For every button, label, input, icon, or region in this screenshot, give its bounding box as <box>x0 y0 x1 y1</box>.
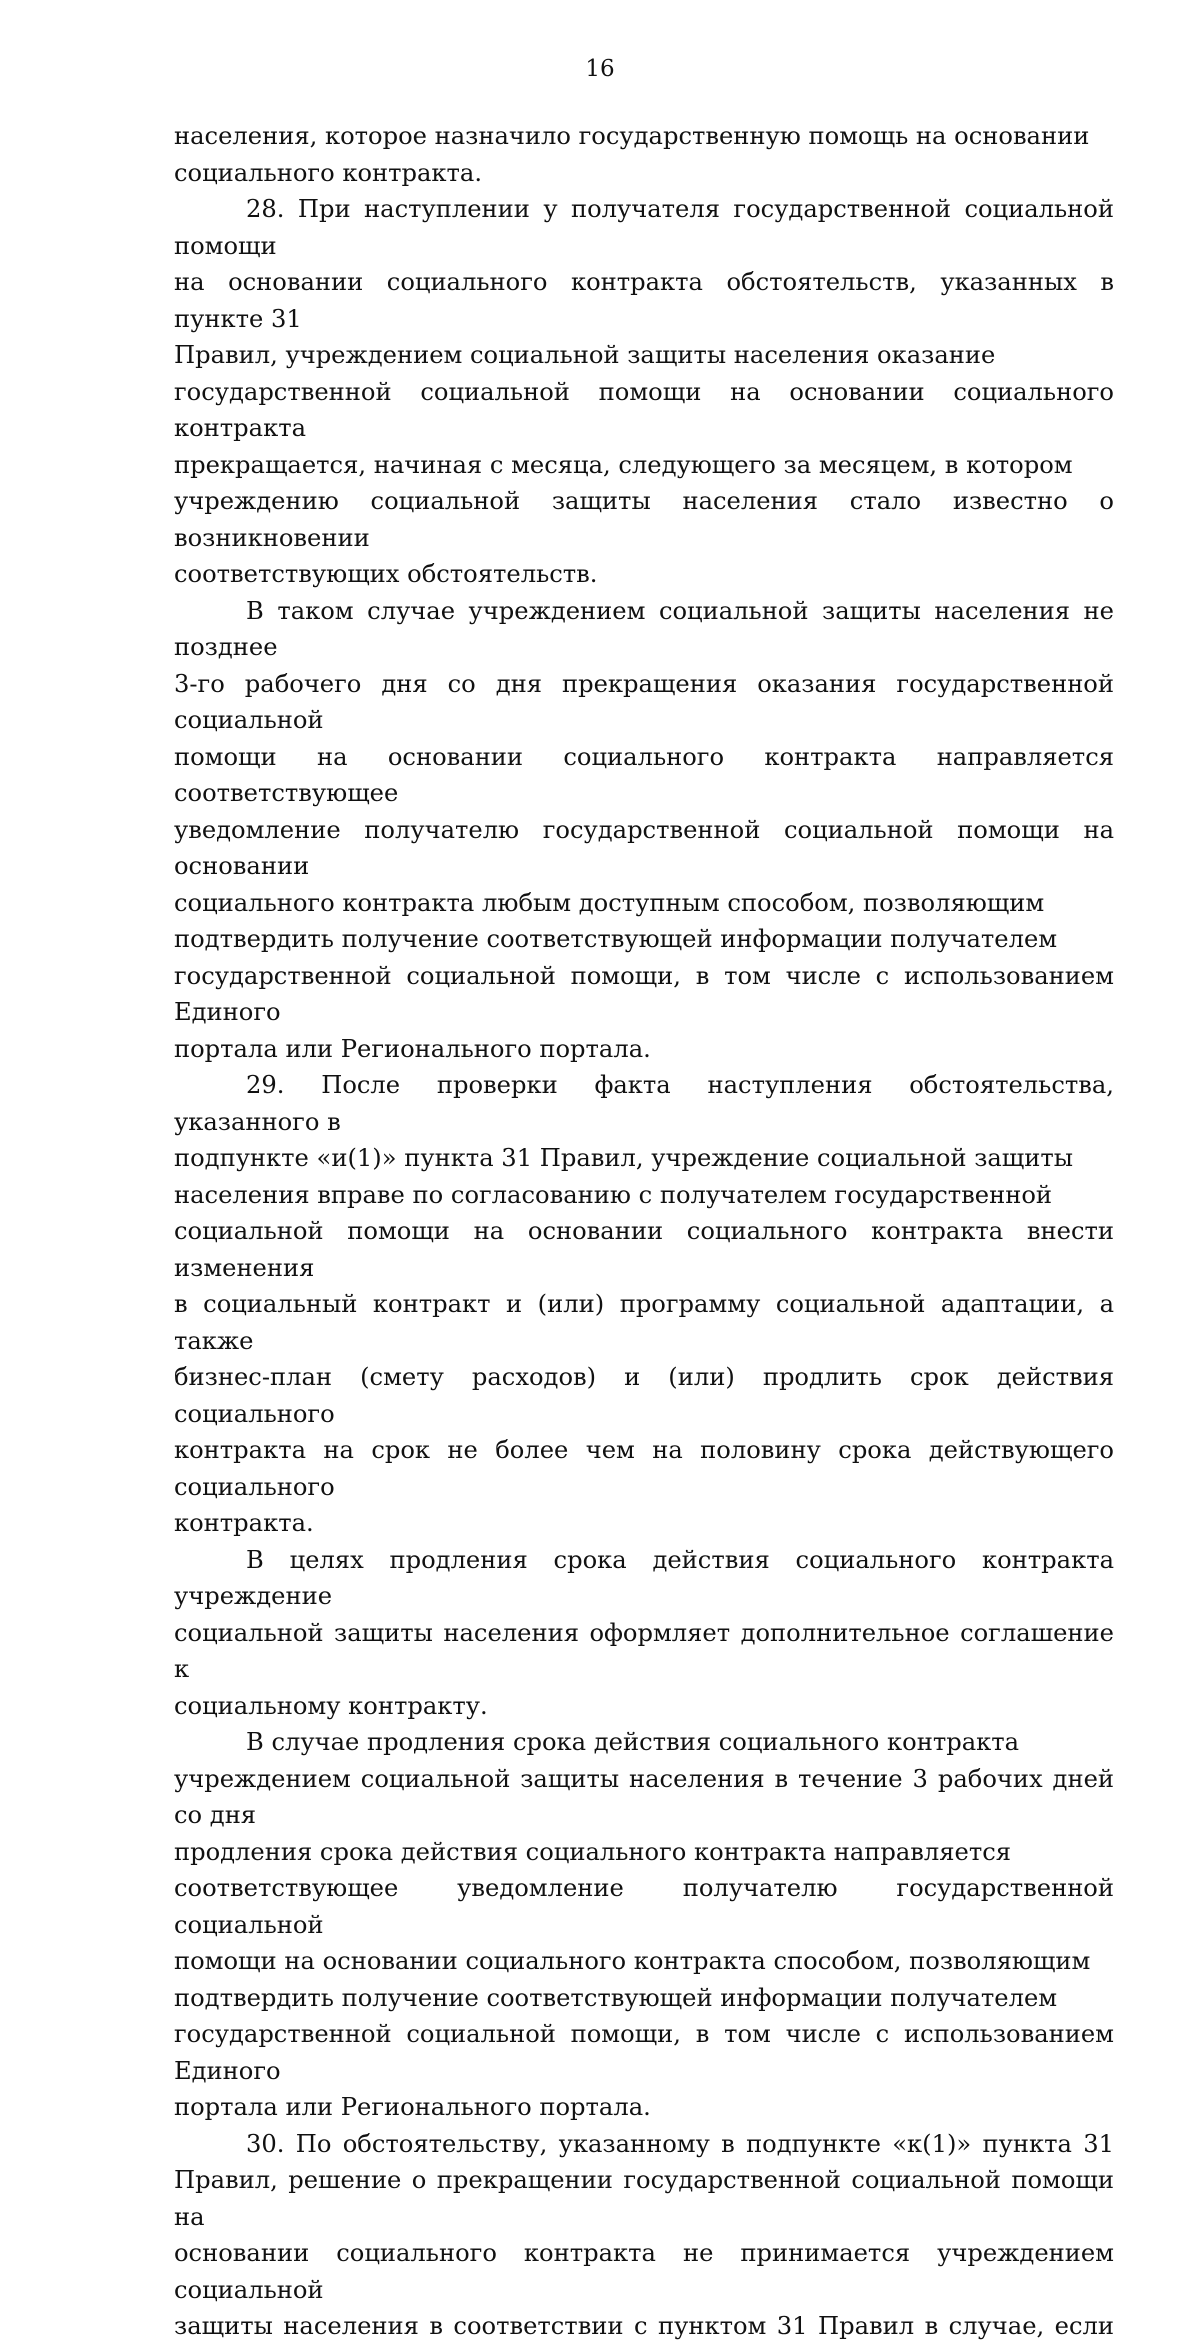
text-line: бизнес-план (смету расходов) и (или) продлить срок действия социального <box>174 1363 1114 1428</box>
paragraph-item-28 <box>174 191 1114 593</box>
paragraph-extension-notification <box>174 1724 1114 2126</box>
text-line: в социальный контракт и (или) программу социальной адаптации, а также <box>174 1290 1114 1355</box>
text-line: государственной социальной помощи на основании социального контракта <box>174 377 1114 442</box>
text-line: В целях продления срока действия социального контракта учреждение <box>174 1545 1114 1610</box>
text-line: населения вправе по согласованию с получателем государственной <box>174 1180 1053 1209</box>
text-line: подтвердить получение соответствующей информации получателем <box>174 925 1058 953</box>
text-line: продления срока действия социального контракта направляется <box>174 1837 1012 1866</box>
text-line: подпункте «и(1)» пункта 31 Правил, учреждение социальной защиты <box>174 1144 1074 1172</box>
text-line: защиты населения в соответствии с пунктом 31 Правил в случае, если <box>174 2312 1114 2340</box>
text-line: социальной помощи на основании социального контракта внести изменения <box>174 1217 1114 1282</box>
text-line: 30. По обстоятельству, указанному в подпункте «к(1)» пункта 31 <box>246 2129 1114 2158</box>
text-line: государственной социальной помощи, в том числе с использованием Единого <box>174 961 1114 1026</box>
text-line: подтвердить получение соответствующей информации получателем <box>174 1983 1058 2012</box>
text-line: В таком случае учреждением социальной защиты населения не позднее <box>174 596 1114 661</box>
text-line: соответствующее уведомление получателю государственной социальной <box>174 1874 1114 1939</box>
text-line: прекращается, начиная с месяца, следующего за месяцем, в котором <box>174 450 1073 479</box>
text-line: учреждению социальной защиты населения стало известно о возникновении <box>174 487 1114 552</box>
text-line: учреждением социальной защиты населения в течение 3 рабочих дней со дня <box>174 1764 1114 1829</box>
text-line: социального контракта любым доступным способом, позволяющим <box>174 888 1045 917</box>
paragraph-item-30 <box>174 2126 1114 2345</box>
text-line: 3-го рабочего дня со дня прекращения оказания государственной социальной <box>174 669 1114 734</box>
text-line: портала или Регионального портала. <box>174 1034 651 1063</box>
text-line: на основании социального контракта обстоятельств, указанных в пункте 31 <box>174 268 1114 333</box>
text-line: основании социального контракта не принимается учреждением социальной <box>174 2239 1114 2304</box>
text-line: портала или Регионального портала. <box>174 2093 651 2121</box>
text-line: социальному контракту. <box>174 1691 488 1720</box>
text-line: помощи на основании социального контракта направляется соответствующее <box>174 742 1114 807</box>
text-line: соответствующих обстоятельств. <box>174 560 598 588</box>
text-line: социального контракта. <box>174 158 483 187</box>
paragraph-continuation <box>174 118 1114 191</box>
text-line: населения, которое назначило государственную помощь на основании <box>174 122 1090 150</box>
text-line: уведомление получателю государственной социальной помощи на основании <box>174 815 1114 880</box>
text-line: В случае продления срока действия социального контракта <box>246 1728 1020 1756</box>
page-number: 16 <box>585 56 615 82</box>
text-line: 28. При наступлении у получателя государственной социальной помощи <box>174 195 1114 260</box>
paragraph-item-29 <box>174 1067 1114 1542</box>
paragraph-notification <box>174 593 1114 1068</box>
text-line: социальной защиты населения оформляет дополнительное соглашение к <box>174 1618 1114 1683</box>
text-line: помощи на основании социального контракта способом, позволяющим <box>174 1947 1091 1975</box>
text-line: государственной социальной помощи, в том числе с использованием Единого <box>174 2020 1114 2085</box>
text-line: контракта на срок не более чем на половину срока действующего социального <box>174 1436 1114 1501</box>
text-line: Правил, учреждением социальной защиты населения оказание <box>174 341 996 369</box>
text-line: контракта. <box>174 1509 314 1537</box>
text-line: Правил, решение о прекращении государственной социальной помощи на <box>174 2166 1114 2231</box>
text-line: 29. После проверки факта наступления обстоятельства, указанного в <box>174 1071 1114 1136</box>
document-body <box>174 118 1114 2345</box>
